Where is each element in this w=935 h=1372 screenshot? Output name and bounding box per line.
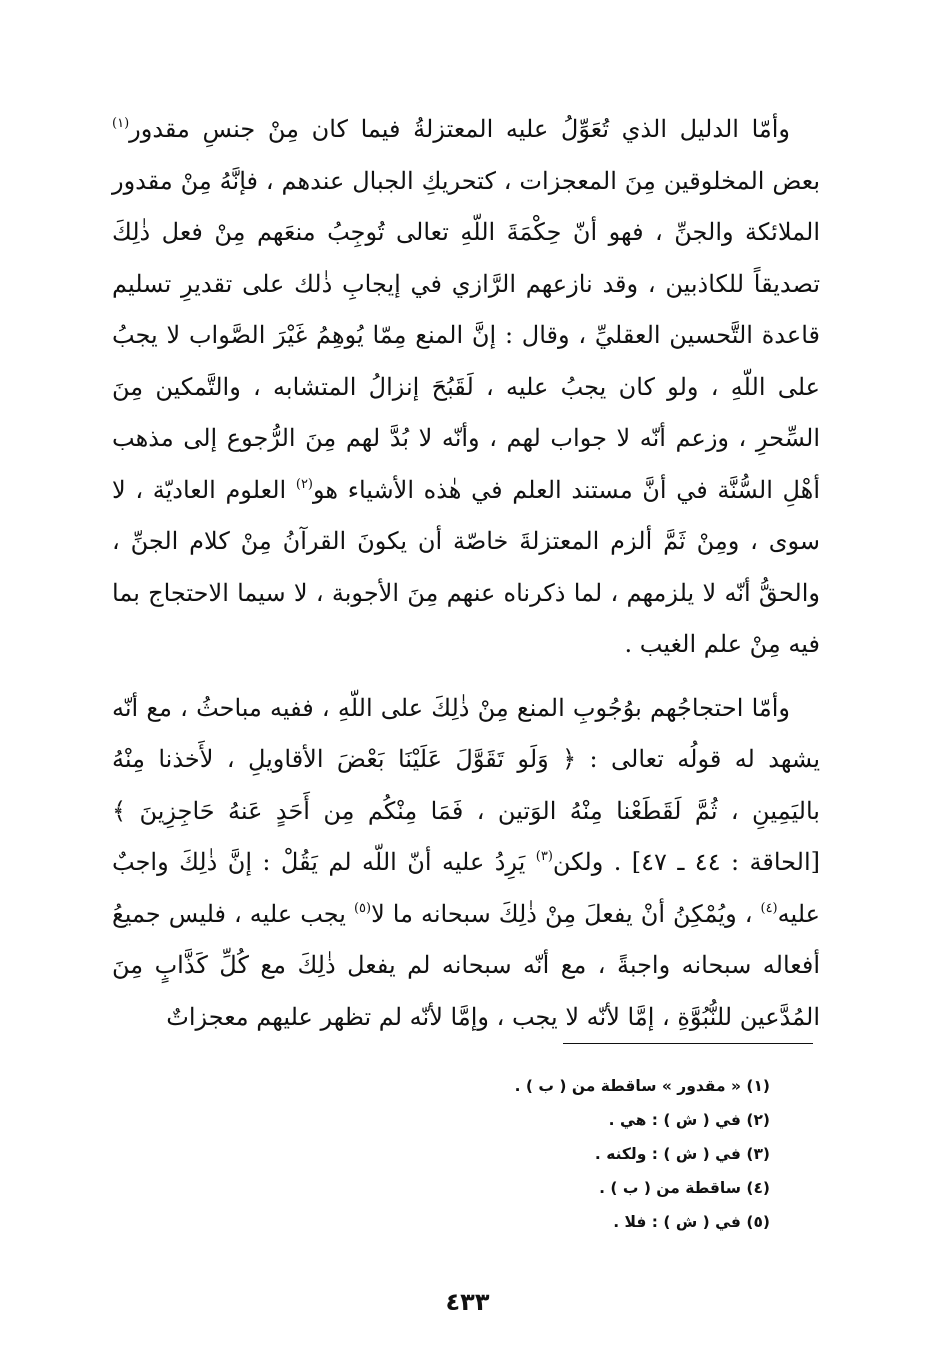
text-run: بعض المخلوقين مِنَ المعجزات ، كتحريكِ الجبال عندهم ، فإنَّهُ مِنْ مقدور الملائكة والجنِّ ، فهو أنّ حِكْمَةَ اللّهِ تعالى تُوجِبُ منعَهم مِنْ فعل ذٰلِكَ تصديقاً للكاذبين ، وقد نازعهم الرَّازي في إيجابِ ذٰلك على تقديرِ تسليم قاعدة التَّحسين العقليِّ ، وقال : إنَّ المنع مِمّا يُوهِمُ غَيْرَ الصَّواب لا يجبُ على اللّهِ ، ولو كان يجبُ عليه ، لَقَبُحَ إنزالُ المتشابه ، والتَّمكين مِنَ السِّحرِ ، وزعم أنّه لا جواب لهم ، وأنّه لا بُدَّ لهم مِنَ الرُّجوع إلى مذهب أهْلِ السُّنَّة في أنَّ مستند العلم في هٰذه الأشياء هو	[112, 166, 820, 504]
footnote-marker[interactable]: (٥)	[353, 900, 372, 916]
main-text	[112, 104, 820, 1043]
paragraph-1	[112, 104, 820, 671]
page-number: ٤٣٣	[445, 1288, 490, 1316]
footnote-marker[interactable]: (٣)	[535, 849, 553, 864]
text-run: وأمّا احتجاجُهم بوُجُوبِ المنع مِنْ ذٰلِكَ على اللّهِ ، ففيه مباحثُ ، مع أنّه يشهد له قولُه تعالى : ﴿ وَلَو تَقَوَّلَ عَلَيْنَا بَعْضَ الأقاويلِ ، لأَخذنا مِنْهُ باليَمِينِ ، ثُمَّ لَقَطَعْنا مِنْهُ الوَتين ، فَمَا مِنْكُم مِن أَحَدٍ عَنهُ حَاجِزِينَ ﴾ [الحاقة : ٤٤ ـ ٤٧] . ولكن	[112, 693, 820, 876]
text-run: ، ويُمْكِنُ أنْ يفعلَ مِنْ ذٰلِكَ سبحانه ما لا	[371, 899, 761, 928]
text-run: يجب عليه ، فليس جميعُ أفعاله سبحانه واجبةً ، مع أنّه سبحانه لم يفعل ذٰلِكَ مع كُلِّ كَذَّابٍ مِنَ المُدَّعين للنُّبُوَّةِ ، إمَّا لأنّه لا يجب ، وإمَّا لأنّه لم تظهر عليهم معجزاتٌ	[112, 899, 820, 1031]
footnote-item: (١) « مقدور » ساقطة من ( ب ) .	[514, 1077, 770, 1095]
footnotes-list	[420, 1069, 820, 1239]
footnote-item: (٥) في ( ش ) : فلا .	[613, 1213, 770, 1231]
footnote-item: (٢) في ( ش ) : هي .	[608, 1111, 770, 1129]
footnote-marker[interactable]: (٤)	[760, 900, 778, 916]
footnote-item: (٤) ساقطة من ( ب ) .	[599, 1179, 770, 1197]
footnote-item: (٣) في ( ش ) : ولكنه .	[594, 1145, 770, 1163]
text-run: يَرِدُ عليه أنّ اللّه لم يَقُلْ : إنَّ ذٰلِكَ واجبٌ عليه	[112, 848, 820, 928]
footnote-marker[interactable]: (١)	[112, 116, 130, 131]
footnote-marker[interactable]: (٢)	[295, 476, 313, 492]
paragraph-2	[112, 683, 820, 1044]
text-run: وأمّا الدليل الذي تُعَوِّلُ عليه المعتزلةُ فيما كان مِنْ جنسِ مقدور	[129, 115, 790, 143]
text-run: العلوم العاديّة ، لا سوى ، ومِنْ ثَمَّ ألزم المعتزلةَ خاصّة أن يكونَ القرآنُ مِنْ كلام الجنِّ ، والحقُّ أنّه لا يلزمهم ، لما ذكرناه عنهم مِنَ الأجوبة ، لا سيما الاحتجاج بما فيه مِنْ علم الغيب .	[112, 475, 820, 658]
footnote-separator	[563, 1043, 813, 1044]
